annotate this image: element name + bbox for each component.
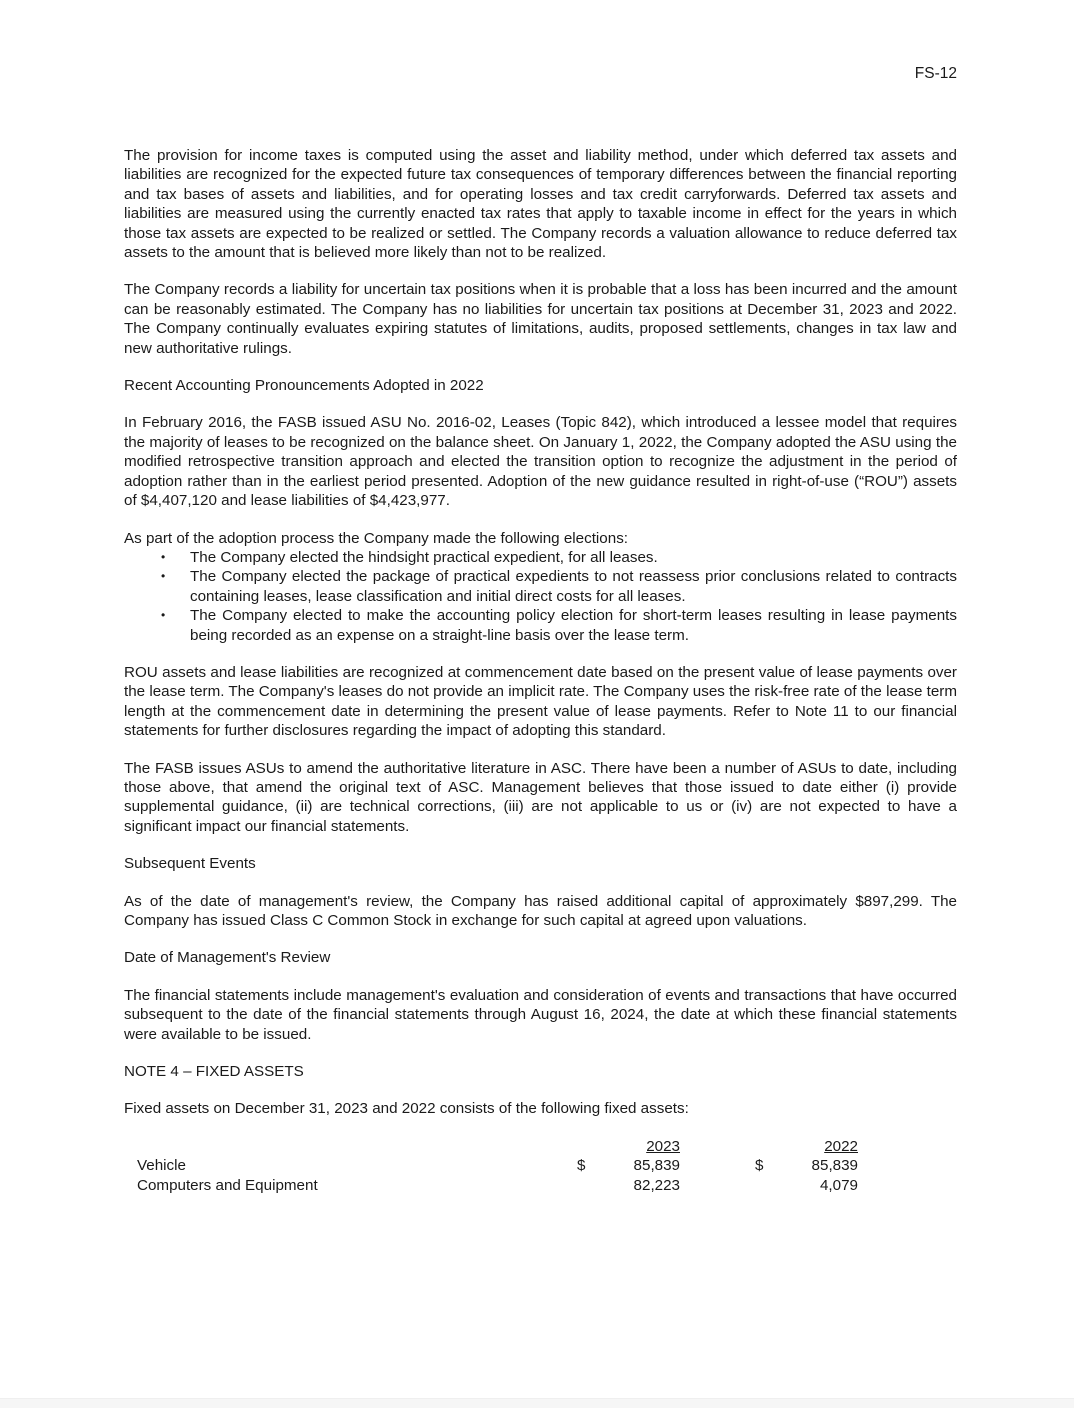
paragraph-elections-intro: As part of the adoption process the Company made the following elections: [124, 529, 629, 547]
value-2023: 82,223 [633, 1177, 680, 1195]
table-gap [682, 1156, 755, 1176]
table-gap [682, 1176, 755, 1196]
row-label: Computers and Equipment [137, 1177, 318, 1195]
value-2022: 85,839 [811, 1157, 858, 1175]
currency-cell-empty [577, 1176, 597, 1196]
value-2023: 85,839 [633, 1157, 680, 1175]
column-header-2022-label: 2022 [824, 1137, 858, 1155]
table-header-spacer [682, 1137, 755, 1157]
table-row-vehicle [124, 1156, 957, 1176]
paragraph-tax-provision-2: The Company records a liability for uncertain tax positions when it is probable that a loss has been incurred and the amount can be reasonably estimated. The Company has no liabilities for uncertain tax positions at December 31, 2023 and 2022. The Company continually evaluates expiring statutes of limitations, audits, proposed settlements, changes in tax law and new authoritative rulings. [124, 281, 957, 357]
fixed-assets-header-row [124, 1137, 957, 1157]
elections-list [124, 548, 957, 645]
currency-cell-empty [755, 1176, 775, 1196]
election-list-item: • The Company elected to make the accounting policy election for short-term leases resulting in lease payments being recorded as an expense on a straight-line basis over the lease term. [190, 606, 957, 645]
page-bottom-edge [0, 1398, 1074, 1408]
fixed-assets-table [124, 1137, 957, 1196]
column-header-2023-label: 2023 [646, 1137, 680, 1155]
heading-subsequent-events: Subsequent Events [124, 855, 256, 873]
paragraph-fasb-asu: The FASB issues ASUs to amend the authoritative literature in ASC. There have been a number of ASUs to date, including those above, that amend the original text of ASC. Management believes that those issued to date either (i) provide supplemental guidance, (ii) are technical corrections, (iii) are not applicable to us or (iv) are not expected to have a significant impact our financial statements. [124, 759, 957, 835]
table-header-spacer [755, 1137, 775, 1157]
table-header-spacer [577, 1137, 597, 1157]
currency-symbol: $ [755, 1157, 764, 1175]
election-list-item: • The Company elected the hindsight practical expedient, for all leases. [190, 548, 957, 567]
page-number: FS-12 [914, 65, 957, 82]
currency-symbol: $ [577, 1157, 586, 1175]
value-2022: 4,079 [819, 1177, 858, 1195]
paragraph-subsequent-events: As of the date of management's review, the Company has raised additional capital of approximately $897,299. The Company has issued Class C Common Stock in exchange for such capital at agreed upon valuations. [124, 892, 957, 929]
heading-management-review: Date of Management's Review [124, 949, 331, 967]
paragraph-note4-intro: Fixed assets on December 31, 2023 and 2022 consists of the following fixed assets: [124, 1100, 689, 1118]
row-label: Vehicle [137, 1157, 186, 1175]
paragraph-tax-provision-1: The provision for income taxes is computed using the asset and liability method, under which deferred tax assets and liabilities are recognized for the expected future tax consequences of temporary differences between the financial reporting and tax bases of assets and liabilities, and for operating losses and tax credit carryforwards. Deferred tax assets and liabilities are measured using the currently enacted tax rates that apply to taxable income in effect for the years in which those tax assets are expected to be realized or settled. The Company records a valuation allowance to reduce deferred tax assets to the amount that is believed more likely than not to be realized. [124, 147, 957, 262]
paragraph-asu-leases: In February 2016, the FASB issued ASU No. 2016-02, Leases (Topic 842), which introduced a lessee model that requires the majority of leases to be recognized on the balance sheet. On January 1, 2022, the Company adopted the ASU using the modified retrospective transition approach and elected the transition option to recognize the adjustment in the period of adoption rather than in the earliest period presented. Adoption of the new guidance resulted in right-of-use (“ROU”) assets of $4,407,120 and lease liabilities of $4,423,977. [124, 414, 957, 510]
table-row-computers-equipment [124, 1176, 957, 1196]
election-list-item: • The Company elected the package of practical expedients to not reassess prior conclusions related to contracts containing leases, lease classification and initial direct costs for all leases. [190, 567, 957, 606]
table-header-spacer [124, 1137, 577, 1157]
heading-note-4-fixed-assets: NOTE 4 – FIXED ASSETS [124, 1063, 304, 1081]
paragraph-rou-assets: ROU assets and lease liabilities are recognized at commencement date based on the present value of lease payments over the lease term. The Company's leases do not provide an implicit rate. The Company uses the risk-free rate of the lease term length at the commencement date in determining the present value of lease payments. Refer to Note 11 to our financial statements for further disclosures regarding the impact of adopting this standard. [124, 663, 957, 740]
column-header-2022 [775, 1137, 860, 1157]
column-header-2023 [597, 1137, 682, 1157]
paragraph-management-review: The financial statements include management's evaluation and consideration of events and transactions that have occurred subsequent to the date of the financial statements through August 16, 2024, the date at which these financial statements were available to be issued. [124, 986, 957, 1043]
document-content [124, 146, 957, 1196]
heading-recent-pronouncements: Recent Accounting Pronouncements Adopted in 2022 [124, 377, 484, 395]
